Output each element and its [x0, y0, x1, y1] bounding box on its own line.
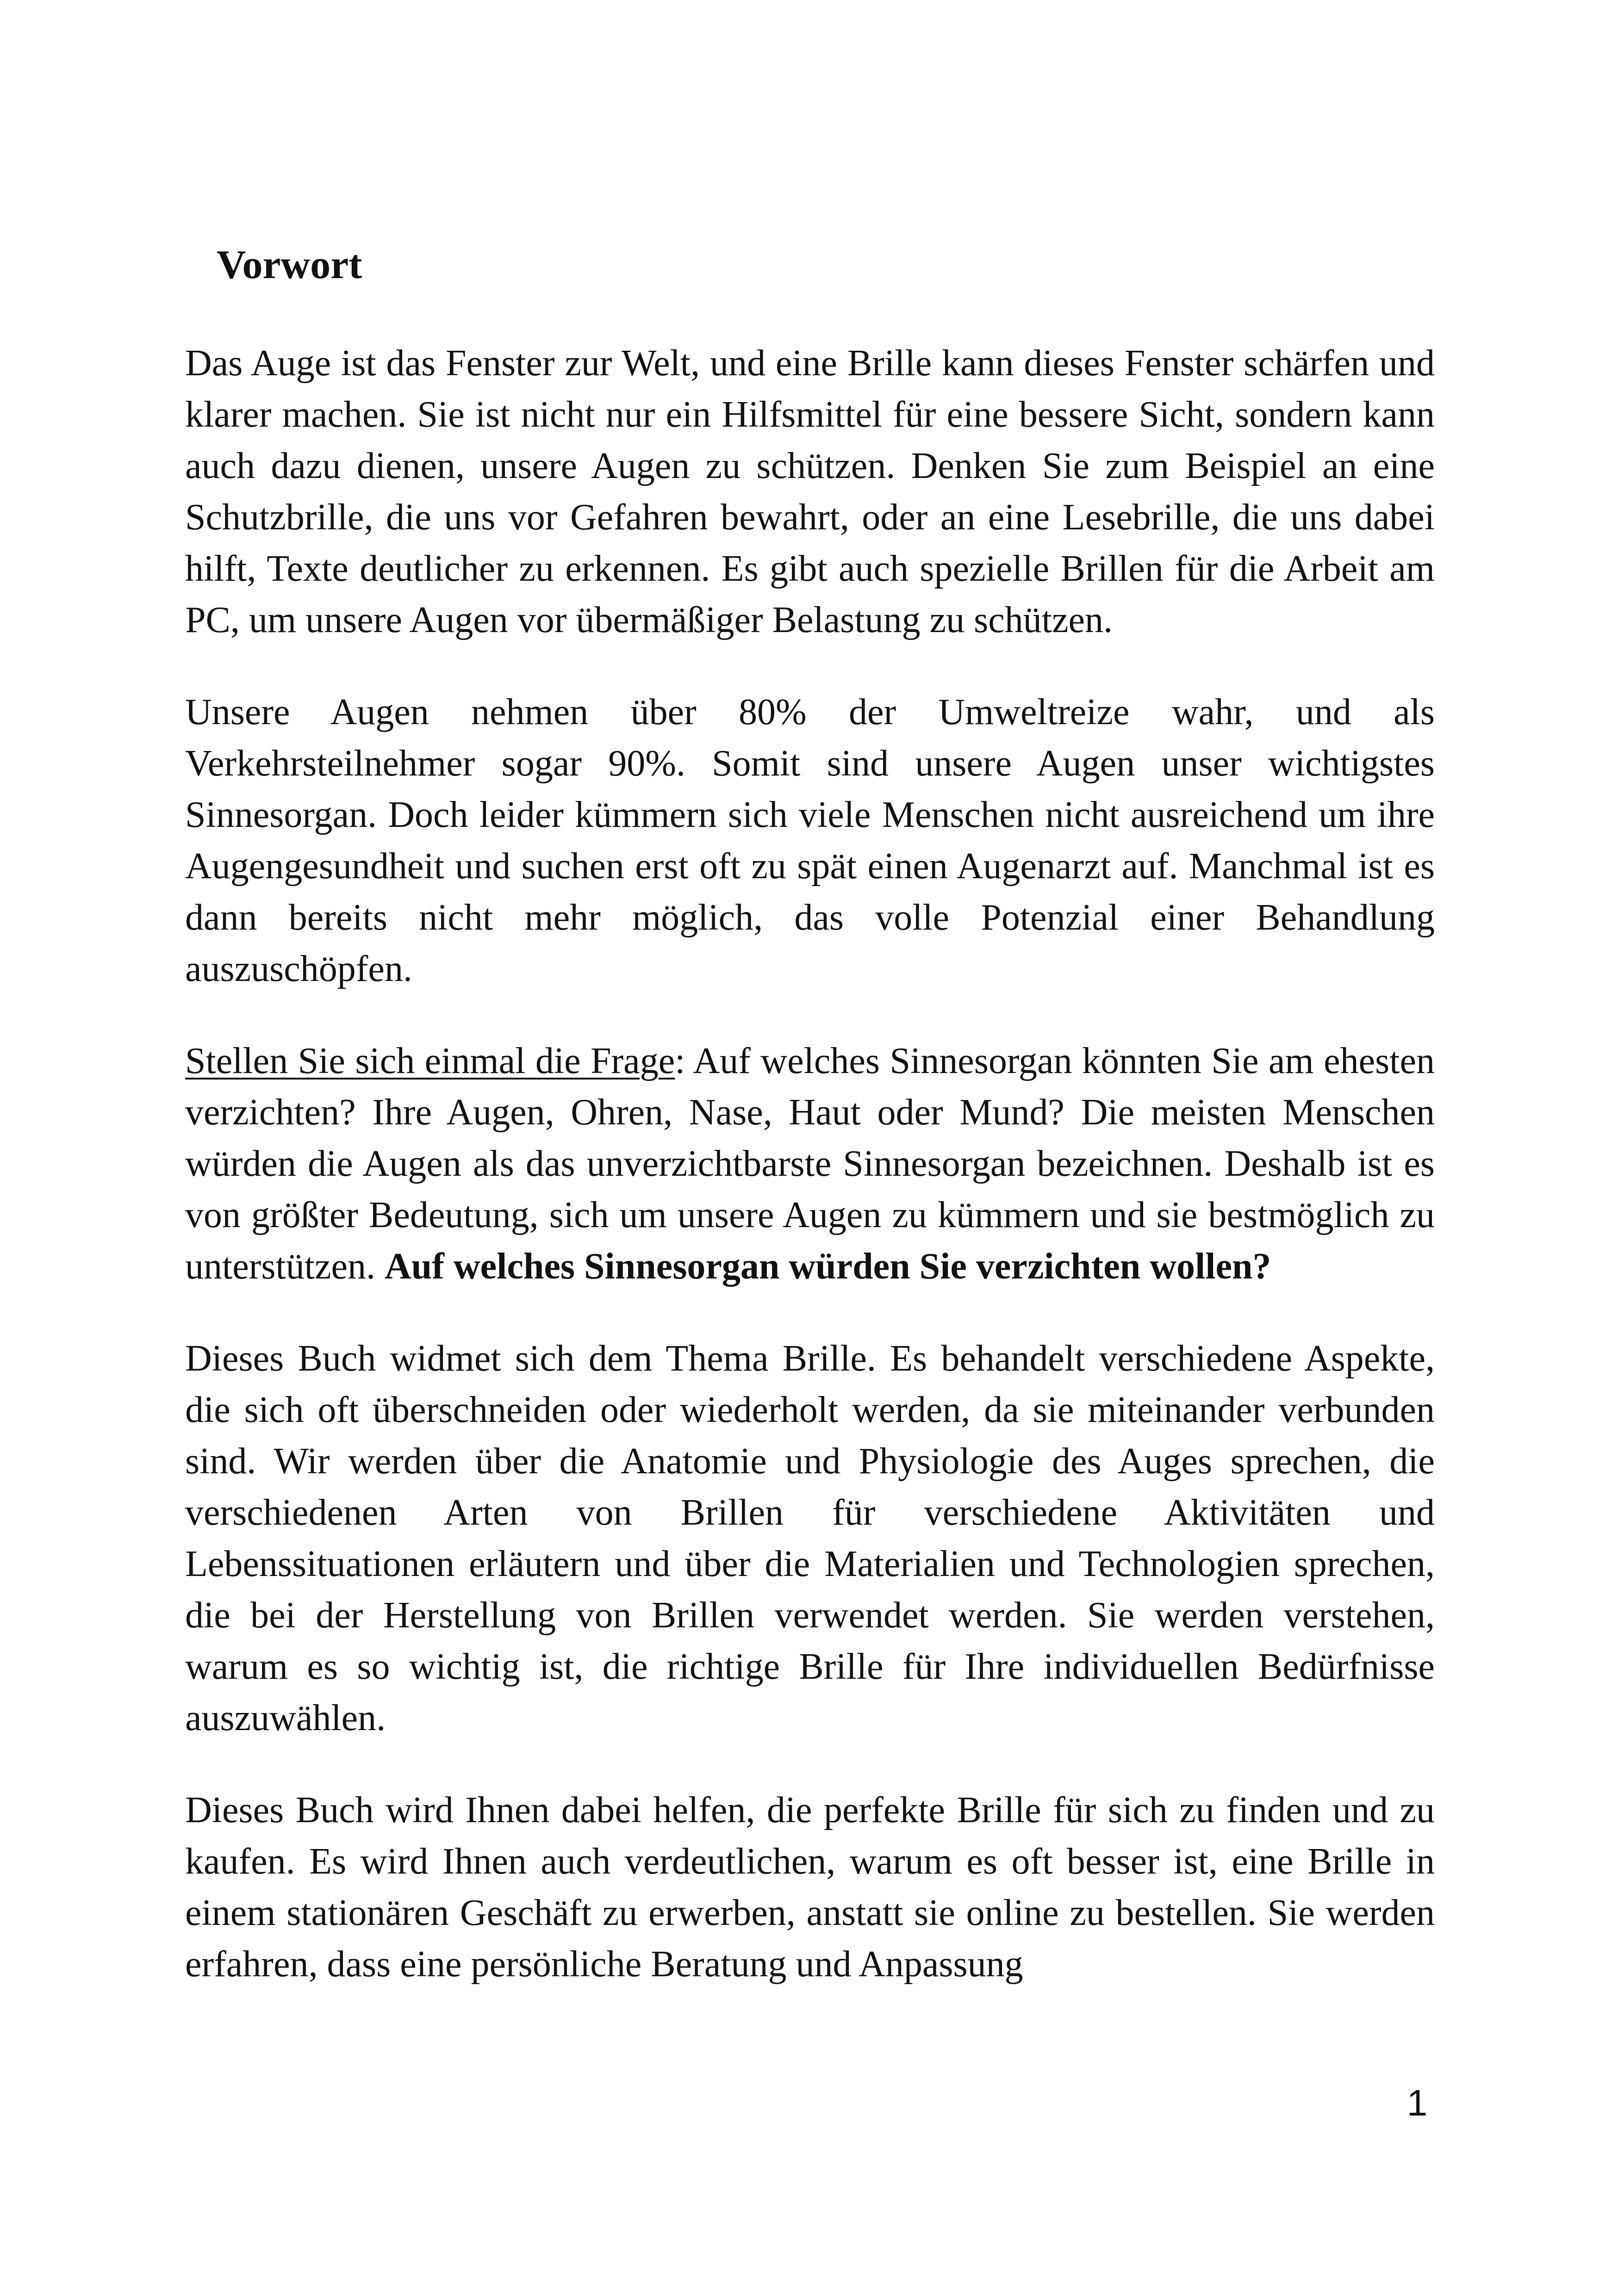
paragraph-1: Das Auge ist das Fenster zur Welt, und eine Brille kann dieses Fenster schärfen und klarer machen. Sie ist nicht nur ein Hilfsmittel für eine bessere Sicht, sondern kann auch dazu dienen, unsere Augen zu schützen. Denken Sie zum Beispiel an eine Schutzbrille, die uns vor Gefahren bewahrt, oder an eine Lesebrille, die uns dabei hilft, Texte deutlicher zu erkennen. Es gibt auch spezielle Brillen für die Arbeit am PC, um unsere Augen vor übermäßiger Belastung zu schützen. — [185, 343, 1435, 640]
paragraph-4: Dieses Buch widmet sich dem Thema Brille. Es behandelt verschiedene Aspekte, die sich oft überschneiden oder wiederholt werden, da sie miteinander verbunden sind. Wir werden über die Anatomie und Physiologie des Auges sprechen, die verschiedenen Arten von Brillen für verschiedene Aktivitäten und Lebenssituationen erläutern und über die Materialien und Technologien sprechen, die bei der Herstellung von Brillen verwendet werden. Sie werden verstehen, warum es so wichtig ist, die richtige Brille für Ihre individuellen Bedürfnisse auszuwählen. — [185, 1338, 1435, 1738]
paragraph-3-text: : Auf welches Sinnesorgan könnten Sie am ehesten verzichten? Ihre Augen, Ohren, Nase, Haut oder Mund? Die meisten Menschen würden die Augen als das unverzichtbarste Sinnesorgan bezeichnen. Deshalb ist es von größter Bedeutung, sich um unsere Augen zu kümmern und sie bestmöglich zu unterstützen. — [185, 1041, 1435, 1287]
underlined-phrase: Stellen Sie sich einmal die Frage — [185, 1041, 675, 1081]
body-text — [185, 338, 1435, 2031]
paragraph-5: Dieses Buch wird Ihnen dabei helfen, die perfekte Brille für sich zu finden und zu kaufen. Es wird Ihnen auch verdeutlichen, warum es oft besser ist, eine Brille in einem stationären Geschäft zu erwerben, anstatt sie online zu bestellen. Sie werden erfahren, dass eine persönliche Beratung und Anpassung — [185, 1790, 1435, 1985]
paragraph-2: Unsere Augen nehmen über 80% der Umweltreize wahr, und als Verkehrsteilnehmer sogar 90%. Somit sind unsere Augen unser wichtigstes Sinnesorgan. Doch leider kümmern sich viele Menschen nicht ausreichend um ihre Augengesundheit und suchen erst oft zu spät einen Augenarzt auf. Manchmal ist es dann bereits nicht mehr möglich, das volle Potenzial einer Behandlung auszuschöpfen. — [185, 692, 1435, 989]
paragraph-3 — [185, 1036, 1435, 1292]
page-number: 1 — [1407, 2082, 1428, 2123]
bold-question: Auf welches Sinnesorgan würden Sie verzichten wollen? — [384, 1246, 1271, 1287]
page-title: Vorwort — [217, 242, 362, 287]
